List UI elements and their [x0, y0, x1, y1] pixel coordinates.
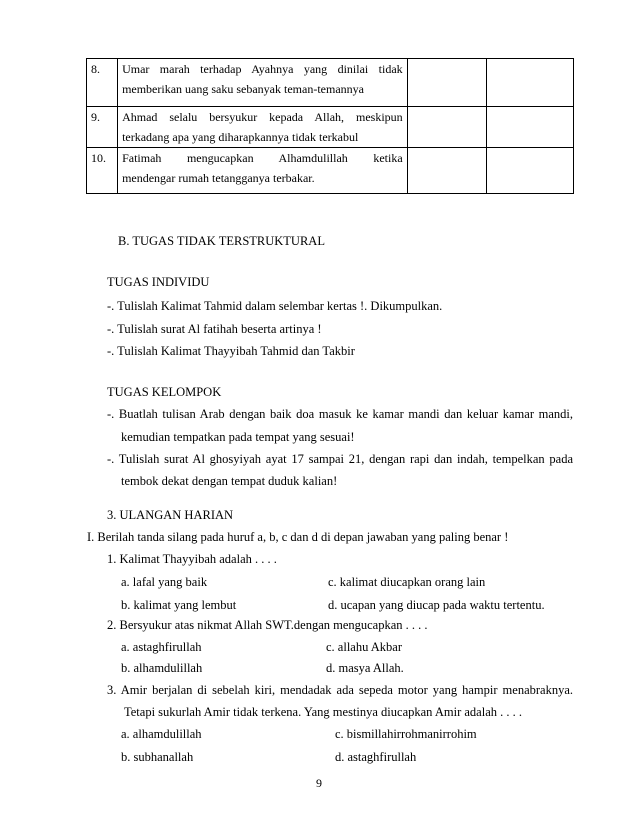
section-b-title: B. TUGAS TIDAK TERSTRUKTURAL — [118, 234, 325, 248]
option-a: a. lafal yang baik — [121, 575, 208, 589]
statement-table — [86, 58, 574, 194]
row-number: 9. — [87, 107, 118, 148]
instruction: I. Berilah tanda silang pada huruf a, b, c dan d di depan jawaban yang paling benar ! — [87, 530, 509, 544]
option-a: a. astaghfirullah — [121, 640, 202, 654]
answer-cell[interactable] — [407, 148, 486, 194]
kelompok-item-line: -. Tulislah surat Al ghosyiyah ayat 17 sampai 21, dengan rapi dan indah, tempelkan pada — [107, 452, 573, 466]
ulangan-title: 3. ULANGAN HARIAN — [107, 508, 234, 522]
kelompok-item-line: kemudian tempatkan pada tempat yang sesuai! — [121, 430, 355, 444]
option-b: b. alhamdulillah — [121, 661, 203, 675]
kelompok-item-line: -. Buatlah tulisan Arab dengan baik doa masuk ke kamar mandi dan keluar kamar mandi, — [107, 407, 573, 421]
answer-cell[interactable] — [486, 148, 573, 194]
answer-cell[interactable] — [486, 59, 573, 107]
option-b: b. subhanallah — [121, 750, 194, 764]
row-number: 10. — [87, 148, 118, 194]
answer-cell[interactable] — [407, 107, 486, 148]
answer-cell[interactable] — [407, 59, 486, 107]
kelompok-item-line: tembok dekat dengan tempat duduk kalian! — [121, 474, 338, 488]
table-row — [87, 59, 574, 107]
row-number: 8. — [87, 59, 118, 107]
page-number: 9 — [316, 776, 322, 790]
table-row — [87, 148, 574, 194]
option-d: d. astaghfirullah — [335, 750, 417, 764]
option-c: c. allahu Akbar — [326, 640, 403, 654]
option-a: a. alhamdulillah — [121, 727, 202, 741]
kelompok-title: TUGAS KELOMPOK — [107, 385, 222, 399]
question-text-line2: Tetapi sukurlah Amir tidak terkena. Yang mestinya diucapkan Amir adalah . . . . — [124, 705, 522, 719]
row-statement: Umar marah terhadap Ayahnya yang dinilai tidak memberikan uang saku sebanyak teman-temannya — [118, 59, 408, 107]
option-c: c. bismillahirrohmanirrohim — [335, 727, 477, 741]
table-row — [87, 107, 574, 148]
individu-item: -. Tulislah Kalimat Tahmid dalam selembar kertas !. Dikumpulkan. — [107, 299, 443, 313]
option-b: b. kalimat yang lembut — [121, 598, 237, 612]
answer-cell[interactable] — [486, 107, 573, 148]
question-text: 2. Bersyukur atas nikmat Allah SWT.dengan mengucapkan . . . . — [107, 618, 428, 632]
row-statement: Fatimah mengucapkan Alhamdulillah ketika mendengar rumah tetangganya terbakar. — [118, 148, 408, 194]
row-statement: Ahmad selalu bersyukur kepada Allah, meskipun terkadang apa yang diharapkannya tidak terkabul — [118, 107, 408, 148]
option-d: d. masya Allah. — [326, 661, 404, 675]
question-text: 3. Amir berjalan di sebelah kiri, mendadak ada sepeda motor yang hampir menabraknya. — [107, 683, 573, 697]
individu-item: -. Tulislah Kalimat Thayyibah Tahmid dan Takbir — [107, 344, 355, 358]
individu-title: TUGAS INDIVIDU — [107, 275, 210, 289]
option-d: d. ucapan yang diucap pada waktu tertentu. — [328, 598, 545, 612]
question-text: 1. Kalimat Thayyibah adalah . . . . — [107, 552, 277, 566]
individu-item: -. Tulislah surat Al fatihah beserta artinya ! — [107, 322, 322, 336]
option-c: c. kalimat diucapkan orang lain — [328, 575, 486, 589]
